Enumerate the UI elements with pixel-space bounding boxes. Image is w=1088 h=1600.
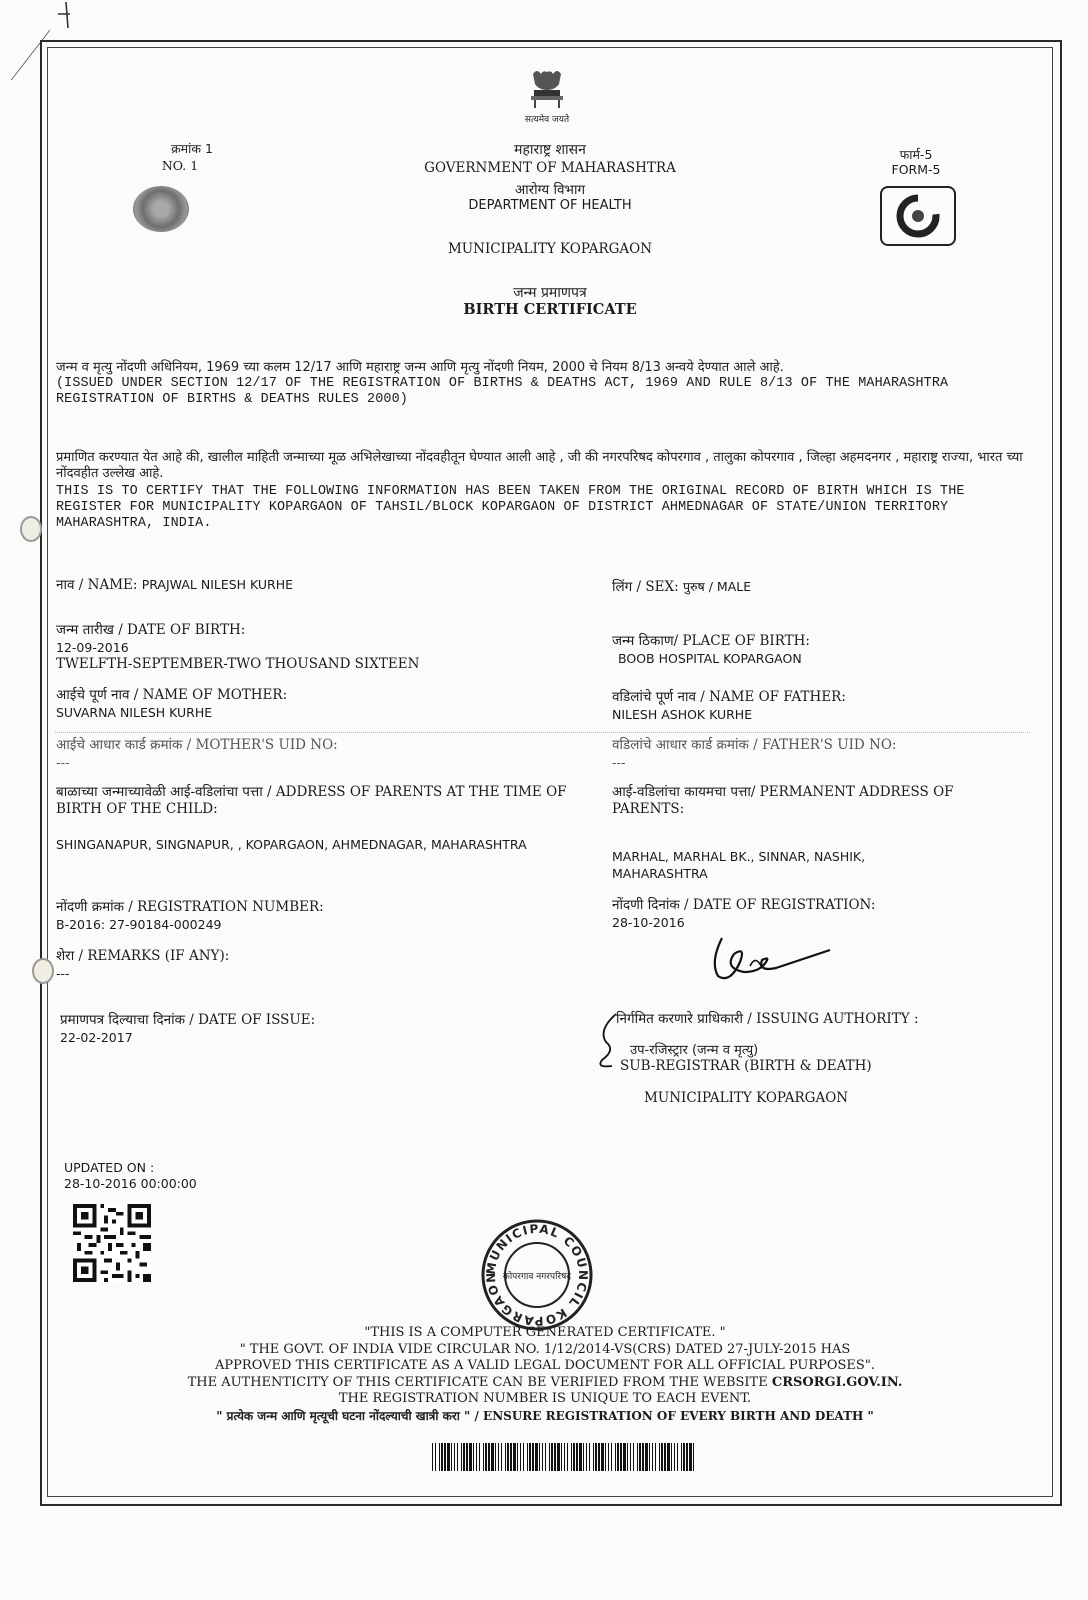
barcode-bar [652, 1443, 653, 1471]
barcode-bar [461, 1443, 462, 1471]
barcode-bar [659, 1443, 660, 1471]
barcode-bar [488, 1443, 490, 1471]
barcode-bar [551, 1443, 553, 1471]
barcode-bar [444, 1443, 446, 1471]
father-name-value: NILESH ASHOK KURHE [612, 707, 753, 722]
barcode-bar [689, 1443, 692, 1471]
registration-date-label: नोंदणी दिनांक / DATE OF REGISTRATION: [612, 897, 876, 913]
serial-no: NO. 1 [161, 158, 199, 173]
barcode-bar [649, 1443, 650, 1471]
barcode-bar [573, 1443, 575, 1471]
issued-under-hindi: जन्म व मृत्यु नोंदणी अधिनियम, 1969 च्या कलम 12/17 आणि महाराष्ट्र जन्म आणि मृत्यु नोंदणी नियम, 2000 चे नियम 8/13 अन्वये देण्यात आले आहे. [56, 360, 784, 375]
barcode-bar [447, 1443, 450, 1471]
barcode-bar [557, 1443, 560, 1471]
certify-english: THIS IS TO CERTIFY THAT THE FOLLOWING INFORMATION HAS BEEN TAKEN FROM THE ORIGINAL RECORD OF BIRTH WHICH IS THE REGISTER FOR MUNICIPALITY KOPARGAON OF TAHSIL/BLOCK KOPARGAON OF DISTRICT AHMEDNAGAR OF STATE/UNION TERRITORY MAHARASHTRA, INDIA. [56, 484, 965, 531]
barcode-bar [561, 1443, 562, 1471]
name-field [56, 576, 476, 594]
barcode-bar [463, 1443, 465, 1471]
barcode-bar [495, 1443, 496, 1471]
barcode-bar [529, 1443, 531, 1471]
barcode-bar [479, 1443, 480, 1471]
sex-label: लिंग / SEX: [612, 579, 679, 595]
barcode-bar [642, 1443, 644, 1471]
father-uid-value: --- [612, 755, 626, 770]
footer-line-1: "THIS IS A COMPUTER GENERATED CERTIFICATE. " [364, 1325, 726, 1340]
barcode-bar [633, 1443, 634, 1471]
barcode-bar [435, 1443, 436, 1471]
website-link[interactable]: CRSORGI.GOV.IN. [771, 1374, 903, 1390]
footer-line-4 [150, 1375, 940, 1392]
qr-code-icon [72, 1204, 152, 1282]
barcode-bar [674, 1443, 675, 1471]
dob-label: जन्म तारीख / DATE OF BIRTH: [56, 622, 246, 638]
municipal-seal-icon [478, 1216, 596, 1334]
footer-slogan-hindi: " प्रत्येक जन्म आणि मृत्यूची घटना नोंदल्याची खात्री करा " / [216, 1408, 484, 1423]
barcode-bar [686, 1443, 688, 1471]
barcode-bar [523, 1443, 524, 1471]
divider-dotted [55, 732, 1030, 733]
date-of-issue-field [60, 1012, 480, 1046]
barcode-bar [491, 1443, 494, 1471]
registration-number-field [56, 899, 476, 933]
barcode-bar [469, 1443, 472, 1471]
barcode-bar [545, 1443, 546, 1471]
date-of-issue-value: 22-02-2017 [60, 1030, 133, 1045]
barcode-bar [498, 1443, 499, 1471]
barcode-bar [532, 1443, 534, 1471]
registration-number-label: नोंदणी क्रमांक / REGISTRATION NUMBER: [56, 899, 324, 915]
barcode-bar [627, 1443, 628, 1471]
registration-number-value: B-2016: 27-90184-000249 [56, 917, 222, 932]
barcode-bar [510, 1443, 512, 1471]
barcode-bar [466, 1443, 468, 1471]
barcode-bar [683, 1443, 685, 1471]
barcode-bar [439, 1443, 440, 1471]
permanent-address-field [612, 784, 1002, 882]
barcode-bar [595, 1443, 597, 1471]
municipality-title: MUNICIPALITY KOPARGAON [447, 241, 653, 257]
barcode-bar [664, 1443, 666, 1471]
father-uid-label: वडिलांचे आधार कार्ड क्रमांक / FATHER'S UID NO: [612, 737, 897, 753]
barcode-bar [527, 1443, 528, 1471]
barcode-bar [620, 1443, 622, 1471]
footer-line-5: THE REGISTRATION NUMBER IS UNIQUE TO EACH EVENT. [338, 1391, 752, 1406]
issued-under-english: (ISSUED UNDER SECTION 12/17 OF THE REGISTRATION OF BIRTHS & DEATHS ACT, 1969 AND RULE 8/13 OF THE MAHARASHTRA REGISTRATION OF BIRTHS & DEATHS RULES 2000) [56, 376, 949, 407]
barcode-bar [667, 1443, 670, 1471]
sex-value: पुरुष / MALE [682, 579, 752, 594]
certify-hindi: प्रमाणित करण्यात येत आहे की, खालील माहिती जन्माच्या मूळ अभिलेखाच्या नोंदवहीतून घेण्यात आली आहे , जी की नगरपरिषद कोपरगाव , तालुका कोपरगाव , जिल्हा अहमदनगर , महाराष्ट्र राज्या, भारत च्या नोंदवहीत उल्लेख आहे. [56, 450, 1023, 481]
emblem-motto: सत्यमेव जयते [524, 115, 570, 125]
seal-ring-text: MUNICIPAL COUNCIL KOPARGAON [483, 1221, 591, 1329]
mother-name-value: SUVARNA NILESH KURHE [56, 705, 213, 720]
barcode-bar [441, 1443, 443, 1471]
footer-notice [150, 1325, 940, 1424]
form-no: FORM-5 [891, 162, 941, 177]
barcode-bar [593, 1443, 594, 1471]
barcode-bar [677, 1443, 678, 1471]
remarks-field [56, 948, 476, 982]
barcode-bar [589, 1443, 590, 1471]
barcode-bar [583, 1443, 584, 1471]
barcode-bar [617, 1443, 619, 1471]
stamp-left-icon [133, 186, 189, 232]
issuing-authority-label: निर्गमित करणारे प्राधिकारी / ISSUING AUTHORITY : [616, 1011, 919, 1027]
place-of-birth-value: BOOB HOSPITAL KOPARGAON [618, 651, 802, 666]
form-no-hindi: फार्म-5 [899, 147, 933, 162]
place-of-birth-field [612, 633, 1012, 667]
barcode-bar [639, 1443, 641, 1471]
mother-name-label: आईचे पूर्ण नाव / NAME OF MOTHER: [56, 687, 288, 703]
punch-hole-icon [32, 958, 54, 984]
barcode-bar [564, 1443, 565, 1471]
footer-slogan-english: ENSURE REGISTRATION OF EVERY BIRTH AND DEATH " [483, 1408, 874, 1423]
barcode-bar [513, 1443, 516, 1471]
birth-registration-logo-icon [882, 188, 954, 244]
barcode-bar [517, 1443, 518, 1471]
barcode-bar [645, 1443, 648, 1471]
department-hindi: आरोग्य विभाग [514, 182, 586, 198]
barcode-bar [451, 1443, 452, 1471]
barcode-bar [473, 1443, 474, 1471]
footer-line-2: " THE GOVT. OF INDIA VIDE CIRCULAR NO. 1/12/2014-VS(CRS) DATED 27-JULY-2015 HAS [239, 1341, 851, 1357]
barcode-bar [681, 1443, 682, 1471]
barcode-bar [567, 1443, 568, 1471]
barcode-bar [661, 1443, 663, 1471]
barcode-bar [571, 1443, 572, 1471]
name-value: PRAJWAL NILESH KURHE [141, 577, 294, 592]
mother-uid-field [56, 737, 476, 771]
barcode-bar [598, 1443, 600, 1471]
barcode-bar [457, 1443, 458, 1471]
mother-uid-label: आईचे आधार कार्ड क्रमांक / MOTHER'S UID NO: [56, 737, 338, 753]
barcode-bar [611, 1443, 612, 1471]
barcode-bar [539, 1443, 540, 1471]
barcode-bar [476, 1443, 477, 1471]
issuing-authority-municipality: MUNICIPALITY KOPARGAON [644, 1090, 849, 1106]
father-uid-field [612, 737, 1012, 771]
footer-line-3: APPROVED THIS CERTIFICATE AS A VALID LEGAL DOCUMENT FOR ALL OFFICIAL PURPOSES". [215, 1358, 875, 1373]
barcode-bar [579, 1443, 582, 1471]
barcode-bar [520, 1443, 521, 1471]
barcode-bar [637, 1443, 638, 1471]
barcode-bar [671, 1443, 672, 1471]
certificate-title-hindi: जन्म प्रमाणपत्र [513, 285, 587, 301]
barcode-icon [432, 1443, 694, 1471]
date-of-issue-label: प्रमाणपत्र दिल्याचा दिनांक / DATE OF ISSUE: [60, 1012, 316, 1028]
barcode-bar [586, 1443, 587, 1471]
mother-uid-value: --- [56, 755, 70, 770]
dob-field [56, 622, 476, 673]
issuing-authority-hindi: उप-रजिस्ट्रार (जन्म व मृत्यु) [630, 1043, 759, 1058]
seal-inner-text: कोपरगाव नगरपरिषद [502, 1272, 572, 1282]
barcode-bar [432, 1443, 433, 1471]
barcode-bar [483, 1443, 484, 1471]
father-name-field [612, 689, 1012, 723]
barcode-bar [542, 1443, 543, 1471]
punch-hole-icon [20, 516, 42, 542]
barcode-bar [576, 1443, 578, 1471]
father-name-label: वडिलांचे पूर्ण नाव / NAME OF FATHER: [612, 689, 846, 705]
barcode-bar [693, 1443, 694, 1471]
remarks-value: --- [56, 966, 70, 981]
name-label: नाव / NAME: [56, 577, 138, 593]
barcode-bar [535, 1443, 538, 1471]
address-at-birth-label: बाळाच्या जन्माच्यावेळी आई-वडिलांचा पत्ता / ADDRESS OF PARENTS AT THE TIME OF BIRTH OF THE CHILD: [56, 784, 567, 817]
signature-icon [700, 932, 840, 990]
barcode-bar [485, 1443, 487, 1471]
form-logo-box [880, 186, 956, 246]
barcode-bar [601, 1443, 604, 1471]
barcode-bar [549, 1443, 550, 1471]
barcode-bar [615, 1443, 616, 1471]
sex-field [612, 578, 1012, 596]
permanent-address-label: आई-वडिलांचा कायमचा पत्ता/ PERMANENT ADDRESS OF PARENTS: [612, 784, 954, 817]
permanent-address-value: MARHAL, MARHAL BK., SINNAR, NASHIK, MAHARASHTRA [612, 849, 866, 881]
issuing-authority-title: SUB-REGISTRAR (BIRTH & DEATH) [620, 1058, 872, 1074]
place-of-birth-label: जन्म ठिकाण/ PLACE OF BIRTH: [612, 633, 810, 649]
registration-date-value: 28-10-2016 [612, 915, 685, 930]
serial-no-hindi: क्रमांक 1 [171, 141, 213, 156]
footer-line-6 [150, 1408, 940, 1425]
dob-value: 12-09-2016 [56, 640, 129, 655]
government-hindi: महाराष्ट्र शासन [514, 142, 586, 158]
government-title: GOVERNMENT OF MAHARASHTRA [424, 160, 676, 176]
updated-on-value: 28-10-2016 00:00:00 [64, 1176, 197, 1191]
updated-on-label: UPDATED ON : [64, 1160, 155, 1175]
barcode-bar [507, 1443, 509, 1471]
barcode-bar [505, 1443, 506, 1471]
mother-name-field [56, 687, 476, 721]
national-emblem-icon [525, 68, 569, 114]
address-at-birth-field [56, 784, 576, 853]
remarks-label: शेरा / REMARKS (IF ANY): [56, 948, 230, 964]
registration-date-field [612, 897, 1012, 931]
barcode-bar [501, 1443, 502, 1471]
certificate-title: BIRTH CERTIFICATE [463, 301, 637, 318]
barcode-bar [608, 1443, 609, 1471]
barcode-bar [454, 1443, 455, 1471]
barcode-bar [605, 1443, 606, 1471]
footer-line-4-text: THE AUTHENTICITY OF THIS CERTIFICATE CAN BE VERIFIED FROM THE WEBSITE [187, 1374, 772, 1390]
dob-words: TWELFTH-SEPTEMBER-TWO THOUSAND SIXTEEN [56, 656, 420, 672]
address-at-birth-value: SHINGANAPUR, SINGNAPUR, , KOPARGAON, AHMEDNAGAR, MAHARASHTRA [56, 837, 527, 852]
department-title: DEPARTMENT OF HEALTH [468, 198, 632, 213]
barcode-bar [554, 1443, 556, 1471]
barcode-bar [655, 1443, 656, 1471]
barcode-bar [630, 1443, 631, 1471]
barcode-bar [623, 1443, 626, 1471]
